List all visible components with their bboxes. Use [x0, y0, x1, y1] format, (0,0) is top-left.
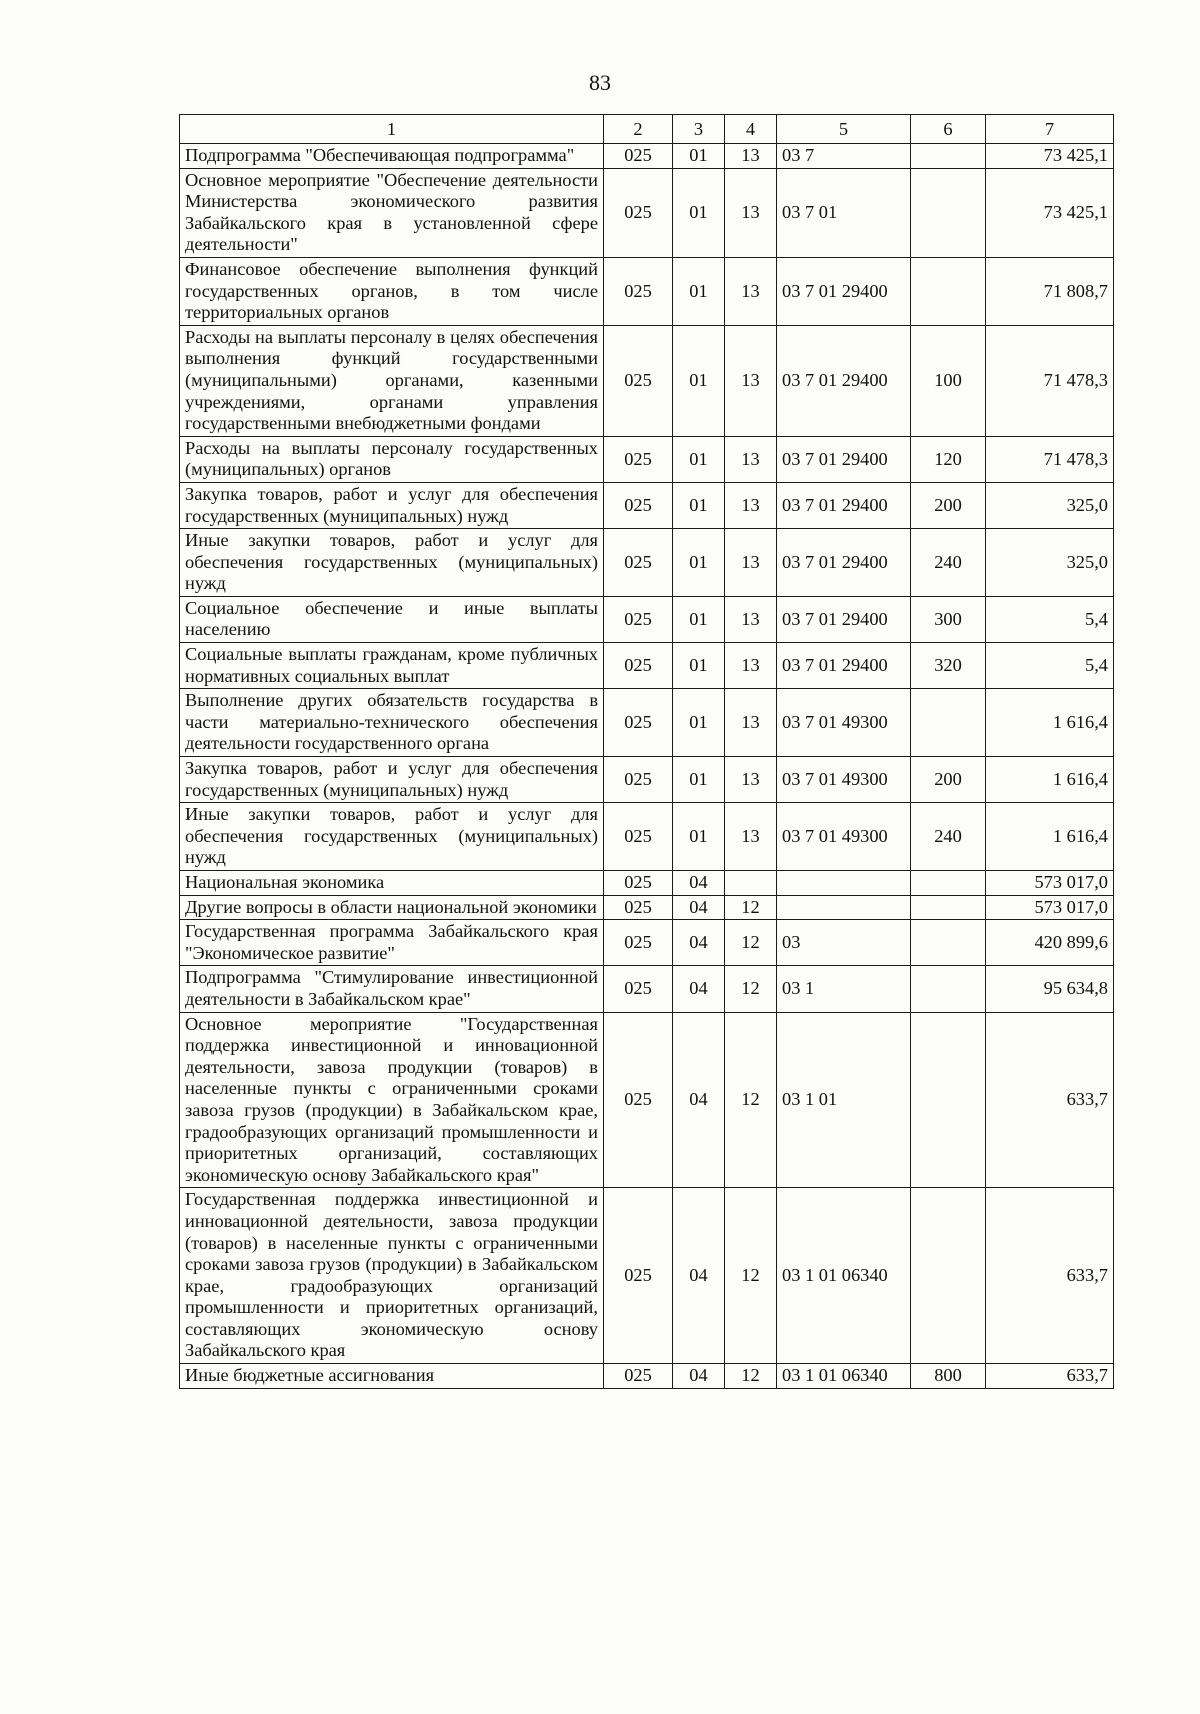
row-name: Основное мероприятие "Государственная поддержка инвестиционной и инновационной деятельности, завоза продукции (товаров) в населенные пункты с ограниченными сроками завоза грузов (продукции) в Забайкальском крае, градообразующих организаций промышленности и приоритетных организаций, составляющих экономическую основу Забайкальского края" [180, 1012, 604, 1188]
col-6-cell: 240 [911, 803, 986, 871]
col-2-cell: 025 [604, 1188, 673, 1364]
col-5-cell: 03 7 01 49300 [777, 757, 911, 803]
table-row [180, 482, 1114, 528]
budget-table [179, 114, 1114, 1389]
col-4-cell: 12 [725, 1012, 777, 1188]
row-name: Расходы на выплаты персоналу государственных (муниципальных) органов [180, 436, 604, 482]
row-name: Иные бюджетные ассигнования [180, 1364, 604, 1389]
col-7-cell: 71 808,7 [986, 257, 1114, 325]
col-2-cell: 025 [604, 325, 673, 436]
col-7-cell: 573 017,0 [986, 871, 1114, 896]
col-4-cell: 13 [725, 144, 777, 169]
header-col-1: 1 [180, 115, 604, 144]
header-row [180, 115, 1114, 144]
col-7-cell: 325,0 [986, 482, 1114, 528]
table-row [180, 895, 1114, 920]
col-7-cell: 633,7 [986, 1364, 1114, 1389]
row-name: Выполнение других обязательств государства в части материально-технического обеспечения деятельности государственного органа [180, 689, 604, 757]
col-7-cell: 1 616,4 [986, 689, 1114, 757]
col-2-cell: 025 [604, 596, 673, 642]
col-2-cell: 025 [604, 1012, 673, 1188]
table-row [180, 257, 1114, 325]
col-6-cell: 120 [911, 436, 986, 482]
col-5-cell: 03 7 01 29400 [777, 436, 911, 482]
col-5-cell: 03 1 01 [777, 1012, 911, 1188]
col-7-cell: 73 425,1 [986, 168, 1114, 257]
col-3-cell: 01 [673, 325, 725, 436]
table-row [180, 757, 1114, 803]
col-4-cell: 12 [725, 966, 777, 1012]
col-6-cell [911, 895, 986, 920]
row-name: Закупка товаров, работ и услуг для обеспечения государственных (муниципальных) нужд [180, 757, 604, 803]
table-row [180, 144, 1114, 169]
col-5-cell: 03 7 01 29400 [777, 482, 911, 528]
table-row [180, 1364, 1114, 1389]
row-name: Другие вопросы в области национальной экономики [180, 895, 604, 920]
col-5-cell [777, 871, 911, 896]
row-name: Государственная программа Забайкальского края "Экономическое развитие" [180, 920, 604, 966]
col-4-cell: 12 [725, 1188, 777, 1364]
col-2-cell: 025 [604, 168, 673, 257]
table-row [180, 966, 1114, 1012]
col-6-cell: 320 [911, 643, 986, 689]
col-6-cell: 200 [911, 757, 986, 803]
col-5-cell: 03 7 01 49300 [777, 803, 911, 871]
col-5-cell [777, 895, 911, 920]
col-2-cell: 025 [604, 1364, 673, 1389]
table-row [180, 689, 1114, 757]
col-7-cell: 71 478,3 [986, 436, 1114, 482]
col-6-cell: 300 [911, 596, 986, 642]
header-col-4: 4 [725, 115, 777, 144]
col-2-cell: 025 [604, 803, 673, 871]
col-5-cell: 03 7 01 29400 [777, 257, 911, 325]
col-3-cell: 04 [673, 1364, 725, 1389]
col-4-cell: 12 [725, 920, 777, 966]
row-name: Иные закупки товаров, работ и услуг для обеспечения государственных (муниципальных) нужд [180, 529, 604, 597]
row-name: Основное мероприятие "Обеспечение деятельности Министерства экономического развития Забайкальского края в установленной сфере деятельности" [180, 168, 604, 257]
col-4-cell: 12 [725, 1364, 777, 1389]
col-4-cell [725, 871, 777, 896]
col-4-cell: 13 [725, 257, 777, 325]
col-4-cell: 13 [725, 596, 777, 642]
col-4-cell: 13 [725, 689, 777, 757]
col-3-cell: 04 [673, 1012, 725, 1188]
col-7-cell: 73 425,1 [986, 144, 1114, 169]
row-name: Подпрограмма "Обеспечивающая подпрограмма" [180, 144, 604, 169]
table-row [180, 643, 1114, 689]
col-3-cell: 01 [673, 144, 725, 169]
col-7-cell: 95 634,8 [986, 966, 1114, 1012]
col-2-cell: 025 [604, 529, 673, 597]
row-name: Социальные выплаты гражданам, кроме публичных нормативных социальных выплат [180, 643, 604, 689]
col-7-cell: 5,4 [986, 596, 1114, 642]
col-2-cell: 025 [604, 482, 673, 528]
table-row [180, 803, 1114, 871]
col-5-cell: 03 7 [777, 144, 911, 169]
col-3-cell: 01 [673, 482, 725, 528]
col-3-cell: 01 [673, 757, 725, 803]
col-3-cell: 01 [673, 168, 725, 257]
col-2-cell: 025 [604, 257, 673, 325]
col-5-cell: 03 1 01 06340 [777, 1364, 911, 1389]
col-3-cell: 01 [673, 257, 725, 325]
col-5-cell: 03 1 [777, 966, 911, 1012]
col-7-cell: 5,4 [986, 643, 1114, 689]
col-3-cell: 01 [673, 529, 725, 597]
row-name: Социальное обеспечение и иные выплаты населению [180, 596, 604, 642]
col-7-cell: 573 017,0 [986, 895, 1114, 920]
col-4-cell: 13 [725, 325, 777, 436]
col-3-cell: 01 [673, 643, 725, 689]
table-row [180, 529, 1114, 597]
col-5-cell: 03 7 01 49300 [777, 689, 911, 757]
col-7-cell: 633,7 [986, 1188, 1114, 1364]
row-name: Закупка товаров, работ и услуг для обеспечения государственных (муниципальных) нужд [180, 482, 604, 528]
col-5-cell: 03 7 01 [777, 168, 911, 257]
table-row [180, 920, 1114, 966]
col-3-cell: 01 [673, 803, 725, 871]
col-2-cell: 025 [604, 757, 673, 803]
col-2-cell: 025 [604, 920, 673, 966]
col-5-cell: 03 7 01 29400 [777, 643, 911, 689]
col-6-cell [911, 689, 986, 757]
table-row [180, 325, 1114, 436]
col-5-cell: 03 7 01 29400 [777, 529, 911, 597]
col-2-cell: 025 [604, 871, 673, 896]
header-col-5: 5 [777, 115, 911, 144]
col-6-cell [911, 1188, 986, 1364]
col-3-cell: 04 [673, 871, 725, 896]
col-2-cell: 025 [604, 144, 673, 169]
col-6-cell [911, 1012, 986, 1188]
col-7-cell: 1 616,4 [986, 803, 1114, 871]
col-3-cell: 04 [673, 895, 725, 920]
col-6-cell: 240 [911, 529, 986, 597]
header-col-6: 6 [911, 115, 986, 144]
col-2-cell: 025 [604, 895, 673, 920]
col-4-cell: 13 [725, 757, 777, 803]
col-6-cell: 100 [911, 325, 986, 436]
col-7-cell: 420 899,6 [986, 920, 1114, 966]
col-7-cell: 71 478,3 [986, 325, 1114, 436]
col-5-cell: 03 [777, 920, 911, 966]
col-6-cell [911, 144, 986, 169]
header-col-2: 2 [604, 115, 673, 144]
col-4-cell: 13 [725, 643, 777, 689]
col-4-cell: 13 [725, 436, 777, 482]
col-3-cell: 01 [673, 436, 725, 482]
col-3-cell: 01 [673, 689, 725, 757]
col-5-cell: 03 7 01 29400 [777, 325, 911, 436]
col-7-cell: 1 616,4 [986, 757, 1114, 803]
col-2-cell: 025 [604, 966, 673, 1012]
table-row [180, 436, 1114, 482]
col-6-cell [911, 871, 986, 896]
col-3-cell: 04 [673, 920, 725, 966]
row-name: Национальная экономика [180, 871, 604, 896]
page-number: 83 [589, 70, 611, 95]
col-6-cell: 800 [911, 1364, 986, 1389]
col-4-cell: 13 [725, 529, 777, 597]
col-4-cell: 12 [725, 895, 777, 920]
row-name: Финансовое обеспечение выполнения функций государственных органов, в том числе территориальных органов [180, 257, 604, 325]
col-2-cell: 025 [604, 643, 673, 689]
col-3-cell: 01 [673, 596, 725, 642]
col-4-cell: 13 [725, 482, 777, 528]
col-2-cell: 025 [604, 689, 673, 757]
table-row [180, 871, 1114, 896]
col-4-cell: 13 [725, 803, 777, 871]
col-4-cell: 13 [725, 168, 777, 257]
col-5-cell: 03 1 01 06340 [777, 1188, 911, 1364]
row-name: Иные закупки товаров, работ и услуг для обеспечения государственных (муниципальных) нужд [180, 803, 604, 871]
col-5-cell: 03 7 01 29400 [777, 596, 911, 642]
table-row [180, 1188, 1114, 1364]
col-6-cell [911, 168, 986, 257]
row-name: Расходы на выплаты персоналу в целях обеспечения выполнения функций государственными (муниципальными) органами, казенными учреждениями, органами управления государственными внебюджетными фондами [180, 325, 604, 436]
col-6-cell: 200 [911, 482, 986, 528]
header-col-7: 7 [986, 115, 1114, 144]
col-6-cell [911, 920, 986, 966]
col-7-cell: 325,0 [986, 529, 1114, 597]
header-col-3: 3 [673, 115, 725, 144]
col-6-cell [911, 257, 986, 325]
row-name: Подпрограмма "Стимулирование инвестиционной деятельности в Забайкальском крае" [180, 966, 604, 1012]
table-row [180, 168, 1114, 257]
table-row [180, 596, 1114, 642]
col-3-cell: 04 [673, 1188, 725, 1364]
table-row [180, 1012, 1114, 1188]
col-7-cell: 633,7 [986, 1012, 1114, 1188]
col-3-cell: 04 [673, 966, 725, 1012]
col-2-cell: 025 [604, 436, 673, 482]
row-name: Государственная поддержка инвестиционной и инновационной деятельности, завоза продукции (товаров) в населенные пункты с ограниченными сроками завоза грузов (продукции) в Забайкальском крае, градообразующих организаций промышленности и приоритетных организаций, составляющих экономическую основу Забайкальского края [180, 1188, 604, 1364]
col-6-cell [911, 966, 986, 1012]
